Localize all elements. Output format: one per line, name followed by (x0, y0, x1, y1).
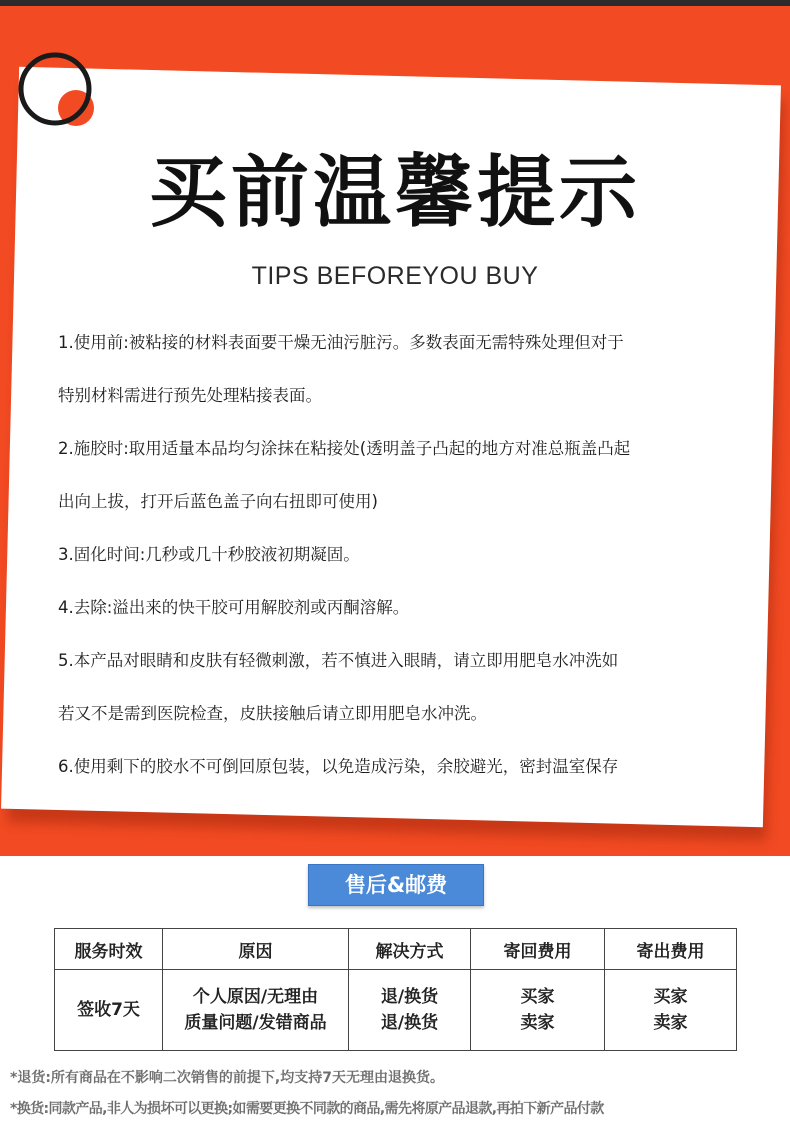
header-send-fee: 寄出费用 (605, 929, 737, 970)
tip-line: 出向上拔，打开后蓝色盖子向右扭即可使用) (58, 492, 378, 511)
tip-line: 3.固化时间:几秒或几十秒胶液初期凝固。 (58, 545, 360, 564)
solution-line: 退/换货 (380, 987, 439, 1007)
ring-decoration-icon (14, 48, 96, 130)
after-sales-section-label: 售后&邮费 (308, 864, 484, 906)
tip-line: 4.去除:溢出来的快干胶可用解胶剂或丙酮溶解。 (58, 598, 410, 617)
tip-line: 5.本产品对眼睛和皮肤有轻微刺激，若不慎进入眼睛，请立即用肥皂水冲洗如 (58, 651, 619, 670)
send-fee-line: 买家 (653, 987, 688, 1007)
tip-line: 特别材料需进行预先处理粘接表面。 (58, 386, 322, 405)
after-sales-table (54, 928, 737, 1051)
return-fee-line: 买家 (520, 987, 555, 1007)
cell-send-fee (605, 970, 737, 1051)
table-row (55, 970, 737, 1051)
tips-list (58, 316, 758, 793)
cell-reasons (163, 970, 349, 1051)
return-fee-line: 卖家 (520, 1013, 555, 1033)
tip-line: 1.使用前:被粘接的材料表面要干燥无油污脏污。多数表面无需特殊处理但对于 (58, 333, 624, 352)
page-title: 买前温馨提示 (148, 148, 641, 238)
cell-return-fee (471, 970, 605, 1051)
return-policy-note: *退货:所有商品在不影响二次销售的前提下,均支持7天无理由退换货。 (10, 1070, 444, 1086)
tip-line: 2.施胶时:取用适量本品均匀涂抹在粘接处(透明盖子凸起的地方对准总瓶盖凸起 (58, 439, 631, 458)
header-reason: 原因 (163, 929, 349, 970)
send-fee-line: 卖家 (653, 1013, 688, 1033)
page-subtitle: TIPS BEFOREYOU BUY (251, 262, 539, 290)
tip-line: 6.使用剩下的胶水不可倒回原包装，以免造成污染，余胶避光，密封温室保存 (58, 757, 619, 776)
reason-line: 质量问题/发错商品 (184, 1013, 327, 1033)
solution-line: 退/换货 (380, 1013, 439, 1033)
table-header-row (55, 929, 737, 970)
cell-service-time: 签收7天 (55, 970, 163, 1051)
exchange-policy-note: *换货:同款产品,非人为损坏可以更换;如需要更换不同款的商品,需先将原产品退款,再拍下新产品付款 (10, 1101, 604, 1117)
header-service-time: 服务时效 (55, 929, 163, 970)
cell-solutions (349, 970, 471, 1051)
tip-line: 若又不是需到医院检查，皮肤接触后请立即用肥皂水冲洗。 (58, 704, 487, 723)
header-return-fee: 寄回费用 (471, 929, 605, 970)
header-solution: 解决方式 (349, 929, 471, 970)
reason-line: 个人原因/无理由 (192, 987, 319, 1007)
